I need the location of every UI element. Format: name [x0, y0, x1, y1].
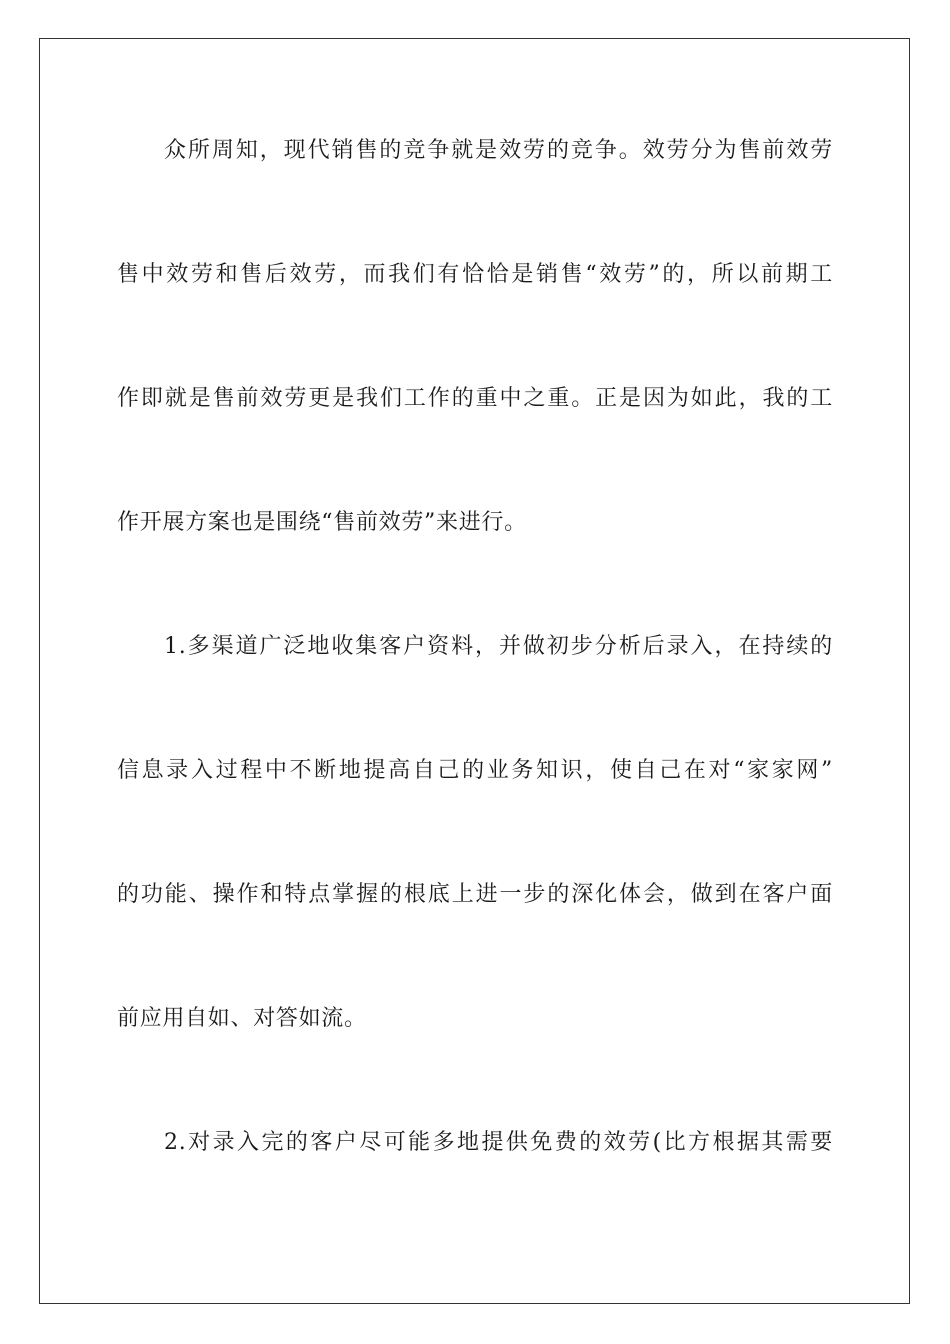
paragraph-1-line-1: 众所周知，现代销售的竞争就是效劳的竞争。效劳分为售前效劳	[164, 138, 833, 163]
paragraph-1-line-2: 售中效劳和售后效劳，而我们有恰恰是销售“效劳”的，所以前期工	[117, 262, 833, 287]
paragraph-2-line-3: 的功能、操作和特点掌握的根底上进一步的深化体会，做到在客户面	[117, 882, 833, 907]
paragraph-1-line-4: 作开展方案也是围绕“售前效劳”来进行。	[117, 510, 527, 535]
paragraph-3-line-1: 2.对录入完的客户尽可能多地提供免费的效劳(比方根据其需要	[164, 1130, 833, 1155]
paragraph-2-line-2: 信息录入过程中不断地提高自己的业务知识，使自己在对“家家网”	[117, 758, 833, 783]
page-border	[39, 38, 910, 1304]
paragraph-2-line-1: 1.多渠道广泛地收集客户资料，并做初步分析后录入，在持续的	[164, 634, 833, 659]
paragraph-1-line-3: 作即就是售前效劳更是我们工作的重中之重。正是因为如此，我的工	[117, 386, 833, 411]
paragraph-2-line-4: 前应用自如、对答如流。	[117, 1006, 367, 1031]
